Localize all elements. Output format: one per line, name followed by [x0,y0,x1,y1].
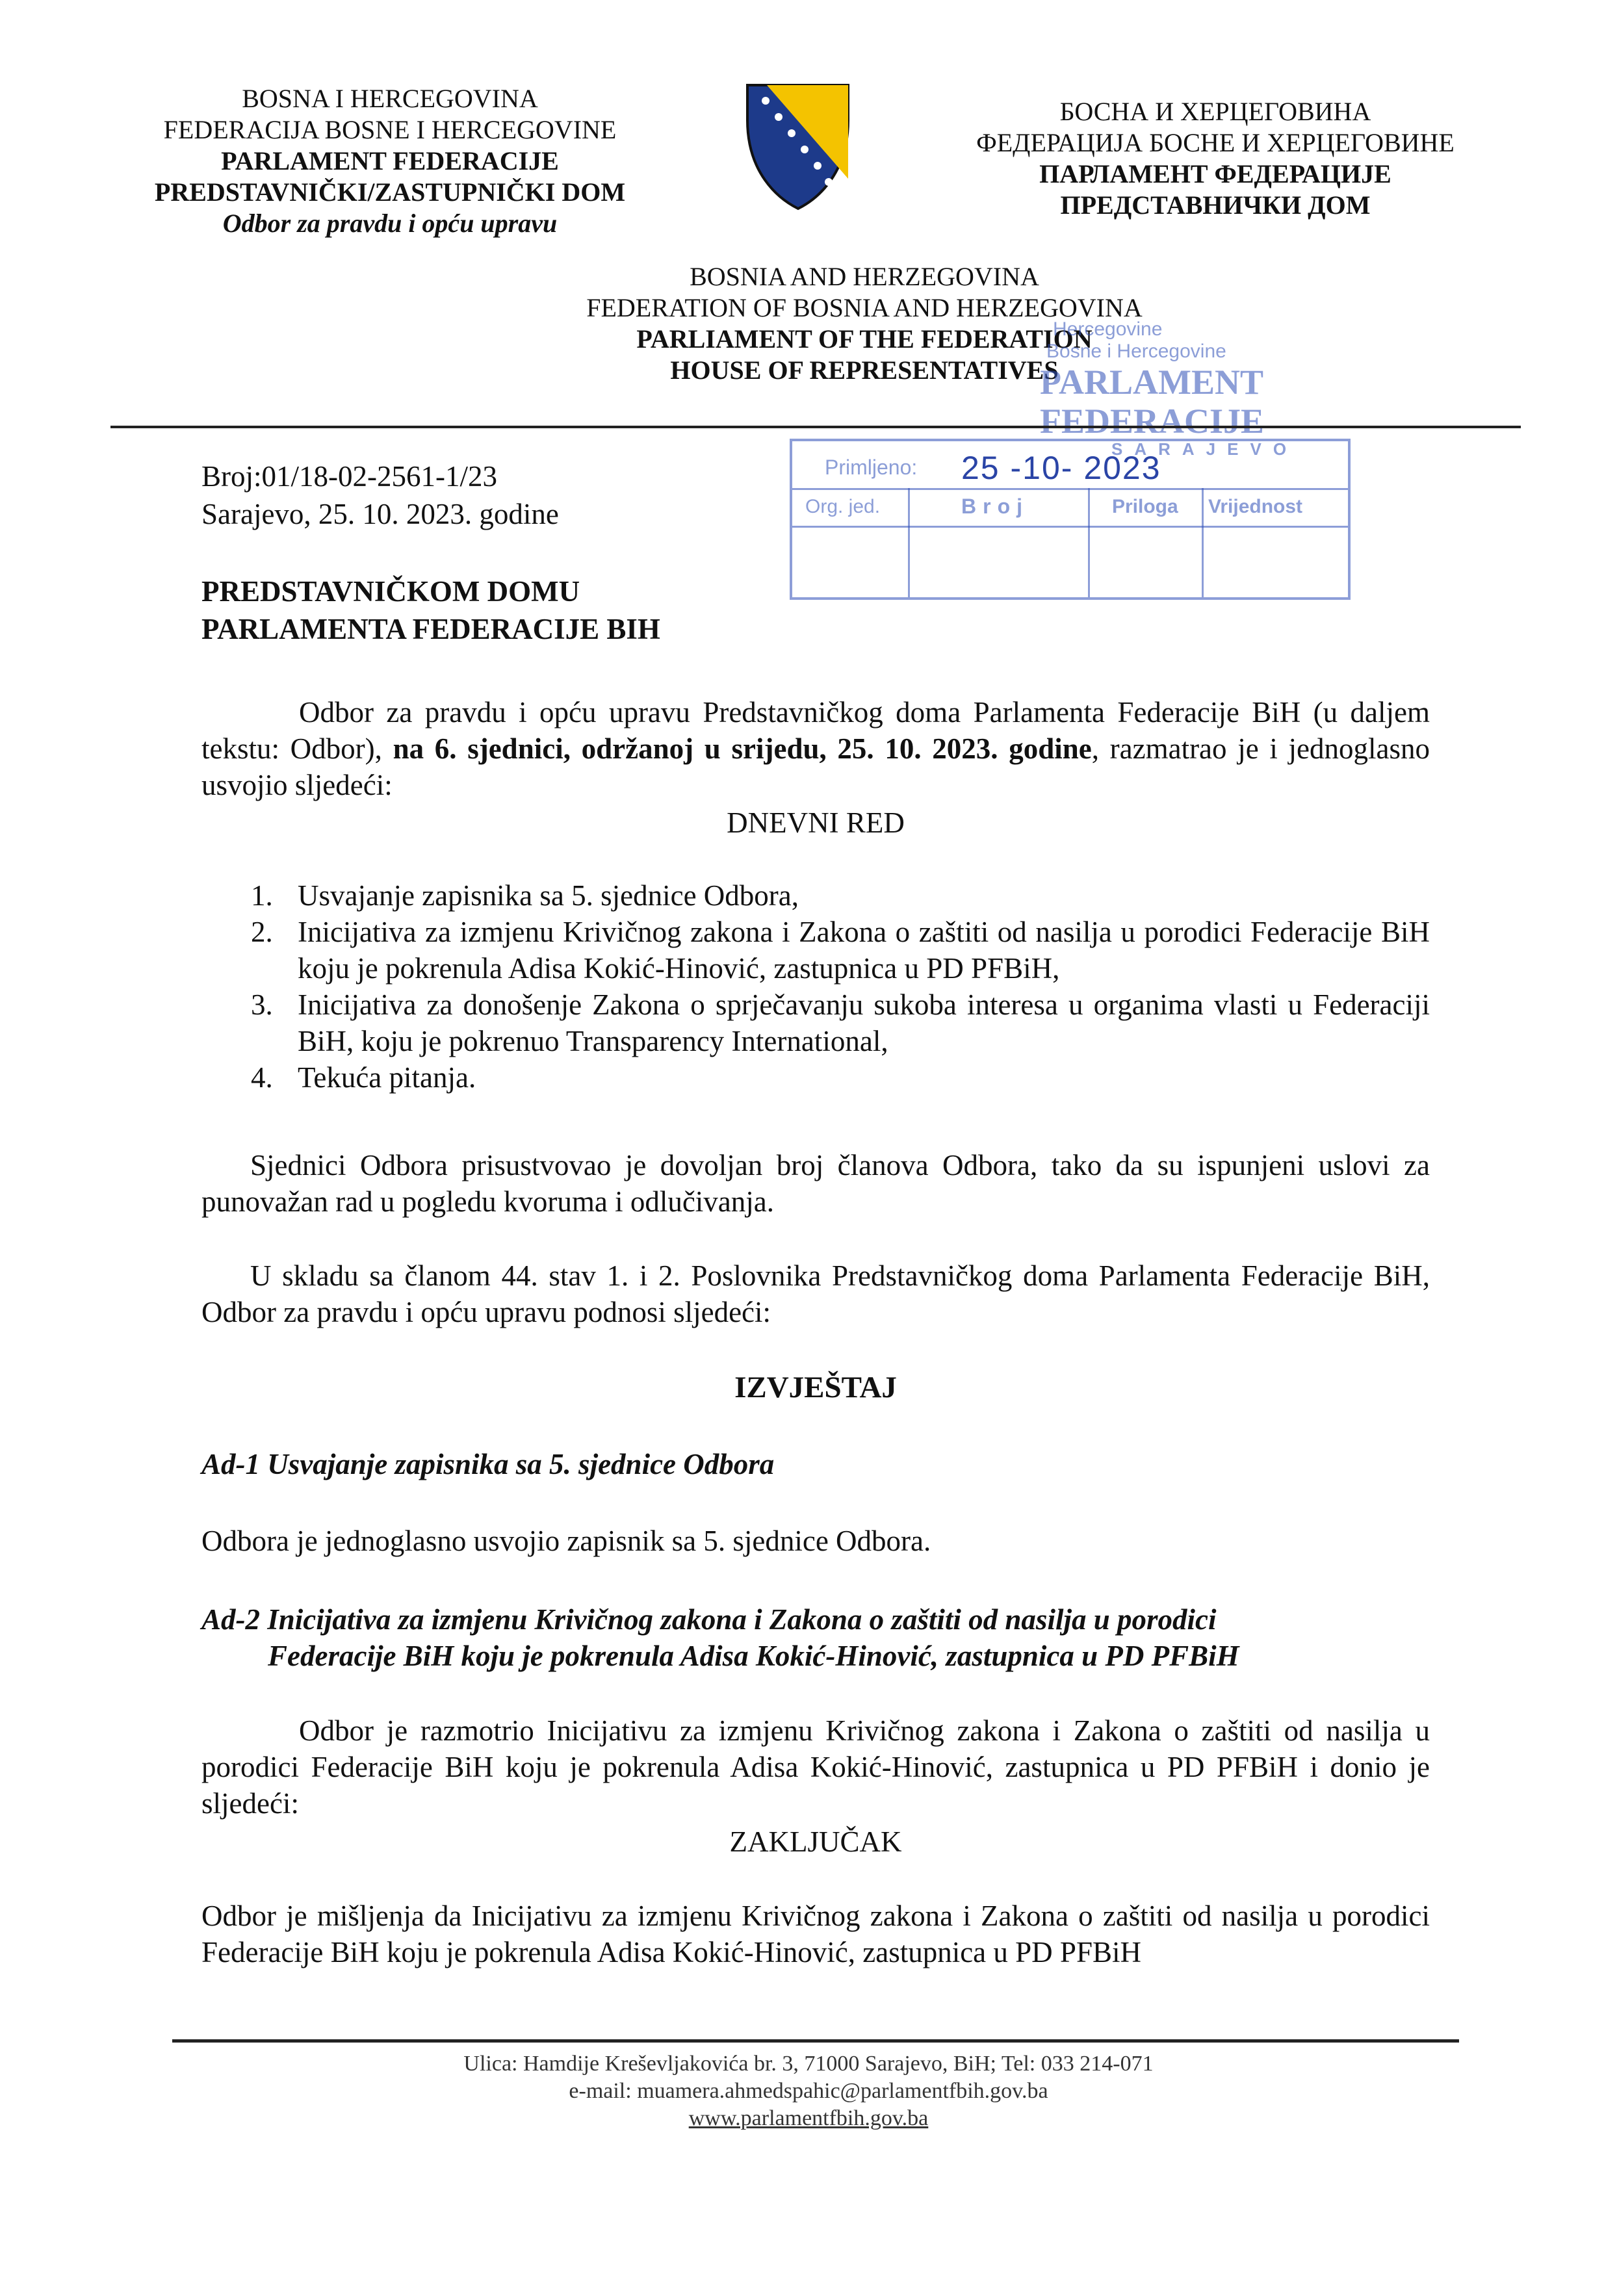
recipient-line2: PARLAMENTA FEDERACIJE BIH [201,613,660,645]
agenda-item-number: 4. [251,1061,273,1094]
stamp-header-line2: Bosne i Hercegovine [1046,341,1226,362]
footer-email: e-mail: muamera.ahmedspahic@parlamentfbih.gov.ba [569,2079,1048,2103]
document-number: Broj:01/18-02-2561-1/23 [201,460,497,493]
header-center-line2: FEDERATION OF BOSNIA AND HERZEGOVINA [586,293,1143,322]
header-right-line2: ФЕДЕРАЦИЈА БОСНЕ И ХЕРЦЕГОВИНЕ [976,128,1455,157]
header-left-line2: FEDERACIJA BOSNE I HERCEGOVINE [163,115,617,144]
agenda-item-text: Inicijativa za donošenje Zakona o sprječavanju sukoba interesa u organima vlasti u Federaciji BiH, koju je pokrenuo Transparency International, [298,988,1430,1057]
conclusion-title: ZAKLJUČAK [729,1825,902,1858]
agenda-item-text: Inicijativa za izmjenu Krivičnog zakona i Zakona o zaštiti od nasilja u porodici Federacije BiH koju je pokrenula Adisa Kokić-Hinović, zastupnica u PD PFBiH, [298,916,1430,985]
stamp-header-line4: SARAJEVO [1111,439,1299,459]
agenda-item-number: 2. [251,916,273,948]
document-place-date: Sarajevo, 25. 10. 2023. godine [201,498,559,530]
stamp-col-vrijednost: Vrijednost [1208,496,1303,517]
stamp-row-line [792,488,1348,490]
footer-address: Ulica: Hamdije Kreševljakovića br. 3, 71000 Sarajevo, BiH; Tel: 033 214-071 [463,2052,1154,2076]
stamp-header-line3: PARLAMENT FEDERACIJE [1040,363,1265,441]
header-left-line4: PREDSTAVNIČKI/ZASTUPNIČKI DOM [154,177,626,207]
agenda-item [251,987,1430,1059]
agenda-item-text: Usvajanje zapisnika sa 5. sjednice Odbora, [298,879,799,912]
coat-of-arms-icon [741,81,855,211]
header-right-line3: ПАРЛАМЕНТ ФЕДЕРАЦИЈЕ [1039,159,1391,188]
stamp-row-line [792,526,1348,528]
intro-text-bold: na 6. sjednici, održanoj u srijedu, 25. 10. 2023. godine [393,732,1092,765]
intro-paragraph [201,694,1430,803]
header-left-line1: BOSNA I HERCEGOVINA [242,84,538,113]
report-title: IZVJEŠTAJ [734,1371,897,1404]
ad2-text: Odbor je razmotrio Inicijativu za izmjenu Krivičnog zakona i Zakona o zaštiti od nasilja u porodici Federacije BiH koju je pokrenula Adisa Kokić-Hinović, zastupnica u PD PFBiH i donio je sljedeći: [201,1714,1430,1820]
agenda-list [251,877,1430,1096]
header-left-line5: Odbor za pravdu i opću upravu [222,209,558,238]
stamp-col-line [1088,488,1090,597]
agenda-item-number: 1. [251,879,273,912]
header-right-line4: ПРЕДСТАВНИЧКИ ДОМ [1060,190,1371,220]
agenda-title: DNEVNI RED [727,806,905,839]
stamp-header [1040,318,1378,458]
stamp-col-line [1202,488,1204,597]
ad2-title-line1: Ad-2 Inicijativa za izmjenu Krivičnog zakona i Zakona o zaštiti od nasilja u porodici [201,1603,1217,1636]
ad1-title: Ad-1 Usvajanje zapisnika sa 5. sjednice Odbora [201,1448,775,1480]
stamp-col-line [908,488,910,597]
received-stamp [790,439,1351,600]
quorum-paragraph: Sjednici Odbora prisustvovao je dovoljan broj članova Odbora, tako da su ispunjeni uslovi za punovažan rad u pogledu kvoruma i odlučivanja. [201,1149,1430,1218]
header-left-line3: PARLAMENT FEDERACIJE [221,146,559,175]
intro-text-1: Odbor za pravdu i opću upravu Predstavničkog doma Parlamenta Federacije BiH (u daljem tekstu: Odbor), [201,696,1430,765]
recipient-line1: PREDSTAVNIČKOM DOMU [201,575,580,608]
website-link[interactable]: www.parlamentfbih.gov.ba [688,2106,929,2130]
agenda-item-number: 3. [251,988,273,1021]
conclusion-text: Odbor je mišljenja da Inicijativu za izmjenu Krivičnog zakona i Zakona o zaštiti od nasilja u porodici Federacije BiH koju je pokrenula Adisa Kokić-Hinović, zastupnica u PD PFBiH [201,1900,1430,1968]
header-center-line4: HOUSE OF REPRESENTATIVES [670,355,1059,385]
intro-text-2: , razmatrao je i jednoglasno usvojio sljedeći: [201,732,1430,801]
ad2-title-line2: Federacije BiH koju je pokrenula Adisa Kokić-Hinović, zastupnica u PD PFBiH [268,1640,1239,1672]
header-left [130,83,650,239]
header-right [923,96,1508,221]
basis-paragraph: U skladu sa članom 44. stav 1. i 2. Poslovnika Predstavničkog doma Parlamenta Federacije BiH, Odbor za pravdu i opću upravu podnosi sljedeći: [201,1259,1430,1328]
header-center-line3: PARLIAMENT OF THE FEDERATION [636,324,1093,354]
stamp-header-line1: Hercegovine [1053,318,1163,340]
agenda-item [251,1059,1430,1096]
footer-website [0,2105,1617,2132]
agenda-item [251,914,1430,987]
header-right-line1: БОСНА И ХЕРЦЕГОВИНА [1059,97,1371,126]
stamp-col-org: Org. jed. [805,496,881,517]
stamp-col-priloga: Priloga [1112,496,1178,517]
agenda-item-text: Tekuća pitanja. [298,1061,476,1094]
footer-divider [172,2039,1459,2043]
ad1-text: Odbora je jednoglasno usvojio zapisnik sa 5. sjednice Odbora. [201,1525,931,1557]
stamp-received-date: 25 -10- 2023 [961,450,1161,486]
stamp-received-label: Primljeno: [825,456,918,479]
agenda-item [251,877,1430,914]
header-divider [110,426,1521,428]
stamp-col-broj: Broj [961,495,1029,518]
header-center-line1: BOSNIA AND HERZEGOVINA [690,262,1039,291]
